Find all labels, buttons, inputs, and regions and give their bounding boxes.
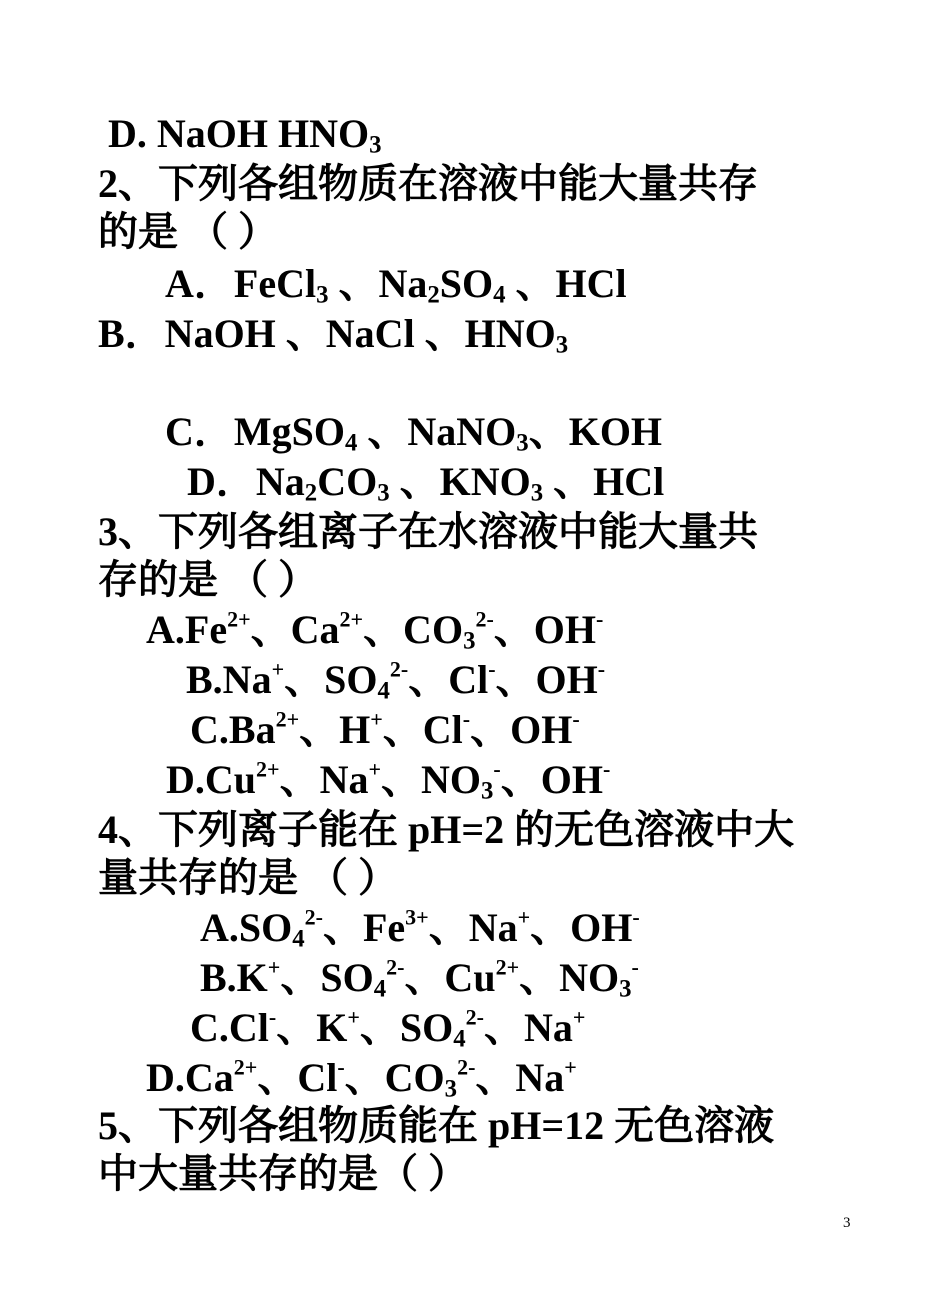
subscript: 3 — [516, 429, 529, 457]
subscript: 3 — [481, 777, 494, 805]
text-run: 、SO — [280, 955, 374, 1000]
text-run: CO — [317, 459, 378, 504]
superscript: + — [370, 706, 383, 732]
text-run: D．Na — [187, 459, 305, 504]
question-3-stem — [98, 508, 758, 556]
text-run: 、NaNO — [357, 409, 517, 454]
superscript: - — [268, 1004, 277, 1030]
superscript: 2+ — [495, 954, 520, 980]
superscript: 2+ — [256, 756, 280, 782]
question-4-option-a — [200, 904, 640, 952]
superscript: - — [602, 756, 611, 782]
text-run: B.K — [200, 955, 268, 1000]
question-5-stem-cont — [98, 1150, 468, 1198]
text-run: 、KOH — [528, 409, 663, 454]
question-2-option-c — [165, 408, 662, 456]
superscript: 2- — [304, 904, 323, 930]
text-run: 2、下列各组物质在溶液中能大量共存 — [98, 161, 758, 206]
option-2d-prev — [108, 110, 382, 158]
superscript: + — [267, 954, 281, 980]
text-run: 4、下列离子能在 pH=2 的无色溶液中大 — [98, 807, 795, 852]
text-run: C.Cl — [190, 1005, 269, 1050]
subscript: 3 — [555, 331, 569, 359]
question-3-option-a — [146, 606, 603, 654]
subscript: 3 — [619, 975, 632, 1003]
subscript: 4 — [493, 281, 506, 309]
text-run: 、HCl — [543, 459, 665, 504]
superscript: + — [347, 1004, 360, 1030]
text-run: SO — [439, 261, 494, 306]
question-2-stem-cont — [98, 208, 278, 256]
superscript: 2+ — [227, 606, 251, 632]
text-run: 、Na — [428, 905, 518, 950]
superscript: - — [631, 954, 639, 980]
superscript: 2- — [475, 606, 494, 632]
text-run: 、OH — [493, 607, 597, 652]
page-number: 3 — [843, 1215, 851, 1231]
text-run: 、OH — [470, 707, 573, 752]
text-run: 5、下列各组物质能在 pH=12 无色溶液 — [98, 1103, 775, 1148]
text-run: 、SO — [284, 657, 378, 702]
question-4-stem — [98, 806, 794, 854]
text-run: 、Na — [483, 1005, 573, 1050]
text-run: 、OH — [495, 657, 598, 702]
text-run: 、K — [276, 1005, 348, 1050]
text-run: 、KNO — [389, 459, 531, 504]
text-run: B.Na — [186, 657, 272, 702]
text-run: D.Ca — [146, 1055, 234, 1100]
question-2-option-a — [165, 260, 627, 308]
question-3-stem-cont — [98, 556, 318, 604]
superscript: - — [632, 904, 640, 930]
text-run: 、HCl — [505, 261, 627, 306]
text-run: 、H — [299, 707, 371, 752]
question-2-option-b — [98, 310, 568, 358]
subscript: 4 — [453, 1025, 466, 1053]
superscript: - — [337, 1054, 345, 1080]
superscript: - — [488, 656, 496, 682]
subscript: 4 — [377, 677, 390, 705]
superscript: + — [368, 756, 382, 782]
subscript: 3 — [463, 627, 476, 655]
text-run: 、Na — [328, 261, 428, 306]
subscript: 2 — [427, 281, 440, 309]
subscript: 4 — [292, 925, 305, 953]
text-run: A.Fe — [146, 607, 228, 652]
question-2-option-d — [187, 458, 664, 506]
superscript: + — [517, 904, 531, 930]
text-run: 的是 （ ） — [98, 209, 278, 254]
superscript: 2+ — [275, 706, 300, 732]
superscript: 2- — [386, 954, 405, 980]
text-run: 、NO — [519, 955, 620, 1000]
superscript: - — [596, 606, 604, 632]
text-run: 、Fe — [322, 905, 406, 950]
text-run: C.Ba — [190, 707, 276, 752]
question-4-option-d — [146, 1054, 577, 1102]
text-run: 、OH — [530, 905, 633, 950]
question-3-option-c — [190, 706, 580, 754]
subscript: 3 — [444, 1075, 458, 1103]
text-run: 中大量共存的是（ ） — [98, 1151, 468, 1196]
text-run: 存的是 （ ） — [98, 557, 318, 602]
text-run: C．MgSO — [165, 409, 345, 454]
text-run: 、NO — [381, 757, 482, 802]
text-run: 、Cl — [382, 707, 463, 752]
superscript: 2+ — [339, 606, 364, 632]
text-run: A．FeCl — [165, 261, 317, 306]
text-run: 、CO — [344, 1055, 445, 1100]
text-run: 、OH — [500, 757, 603, 802]
superscript: 2- — [465, 1004, 484, 1030]
superscript: + — [271, 656, 285, 682]
text-run: D.Cu — [166, 757, 257, 802]
question-2-stem — [98, 160, 758, 208]
text-run: 、Cl — [257, 1055, 338, 1100]
superscript: - — [572, 706, 580, 732]
question-3-option-b — [186, 656, 605, 704]
superscript: - — [462, 706, 471, 732]
subscript: 3 — [316, 281, 329, 309]
question-4-option-b — [200, 954, 639, 1002]
text-run: 、Ca — [250, 607, 340, 652]
superscript: 2+ — [233, 1054, 258, 1080]
superscript: - — [597, 656, 606, 682]
subscript: 3 — [369, 131, 382, 159]
superscript: - — [493, 756, 501, 782]
subscript: 3 — [530, 479, 544, 507]
question-4-stem-cont — [98, 854, 398, 902]
superscript: 3+ — [405, 904, 429, 930]
text-run: 3、下列各组离子在水溶液中能大量共 — [98, 509, 758, 554]
text-run: D. NaOH HNO — [108, 111, 370, 156]
text-run: A.SO — [200, 905, 293, 950]
superscript: 2- — [389, 656, 409, 682]
superscript: + — [572, 1004, 586, 1030]
text-run: B．NaOH 、NaCl 、HNO — [98, 311, 556, 356]
question-3-option-d — [166, 756, 610, 804]
subscript: 4 — [345, 429, 358, 457]
subscript: 2 — [304, 479, 318, 507]
question-5-stem — [98, 1102, 774, 1150]
subscript: 3 — [377, 479, 390, 507]
text-run: 、Cu — [404, 955, 496, 1000]
text-run: 、Cl — [408, 657, 489, 702]
text-run: 量共存的是 （ ） — [98, 855, 398, 900]
superscript: 2- — [457, 1054, 476, 1080]
question-4-option-c — [190, 1004, 585, 1052]
subscript: 4 — [373, 975, 387, 1003]
text-run: 、SO — [359, 1005, 454, 1050]
superscript: + — [564, 1054, 577, 1080]
text-run: 、CO — [363, 607, 464, 652]
text-run: 、Na — [475, 1055, 565, 1100]
text-run: 、Na — [279, 757, 369, 802]
